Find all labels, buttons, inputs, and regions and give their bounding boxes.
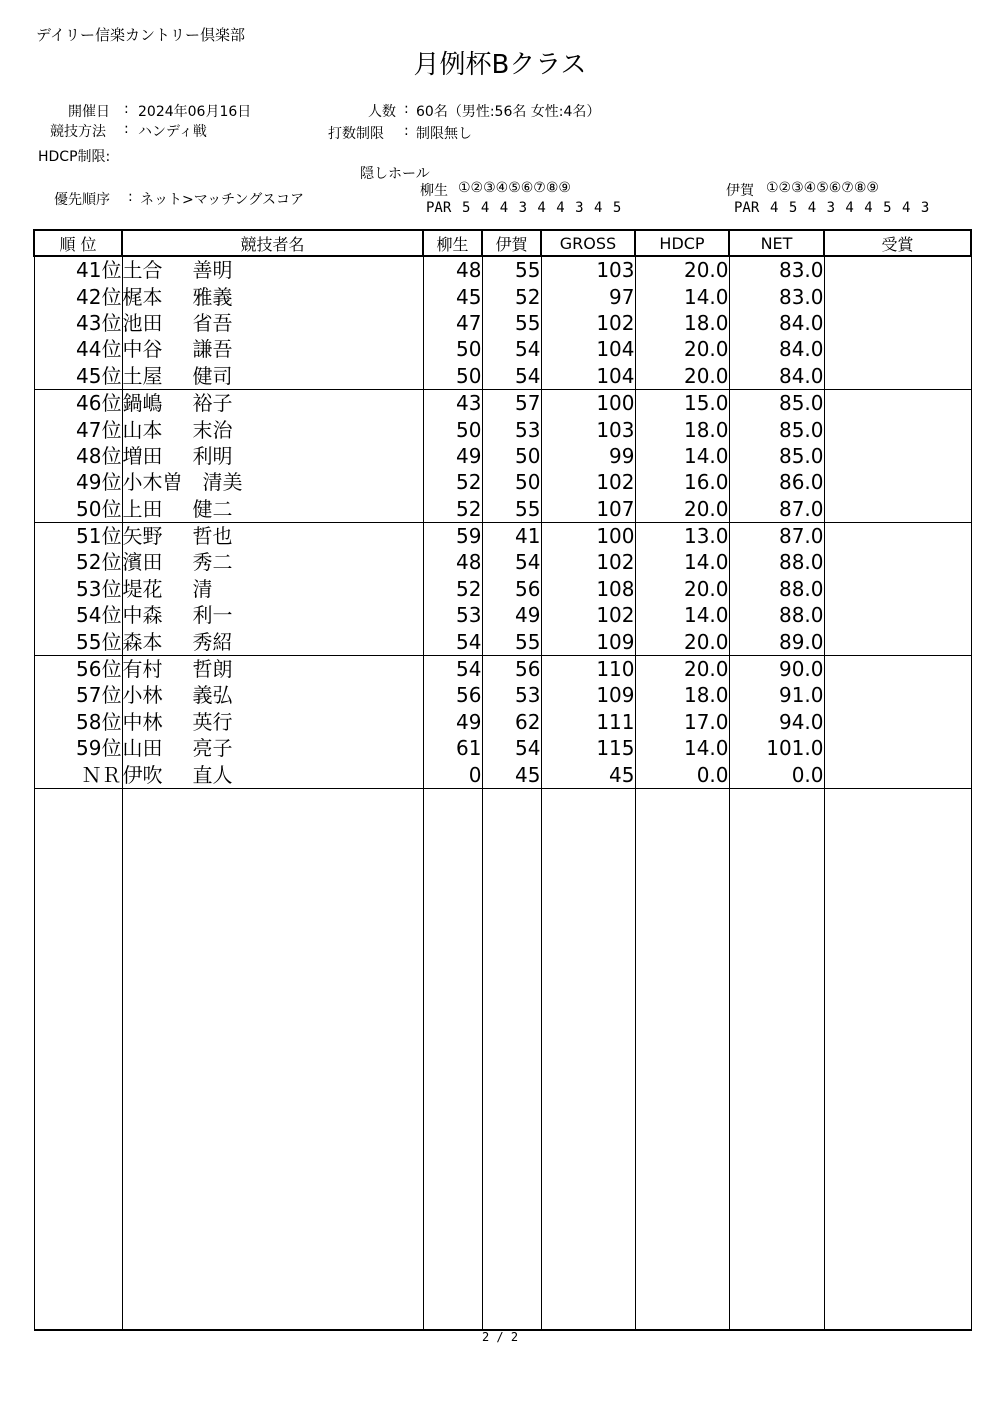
empty-cell bbox=[824, 788, 971, 1330]
priority-label: 優先順序 bbox=[54, 192, 110, 208]
rank-cell: 51位 bbox=[34, 522, 122, 549]
net-cell: 86.0 bbox=[729, 469, 824, 495]
net-cell: 85.0 bbox=[729, 443, 824, 469]
award-cell bbox=[824, 522, 971, 549]
player-first-name: 利一 bbox=[192, 603, 233, 628]
player-first-name: 直人 bbox=[192, 762, 233, 787]
player-last-name: 森本 bbox=[122, 629, 163, 654]
player-name-cell bbox=[122, 283, 423, 309]
hdcp-cell: 17.0 bbox=[635, 709, 729, 735]
table-row bbox=[34, 443, 971, 469]
table-row bbox=[34, 256, 971, 283]
net-cell: 89.0 bbox=[729, 628, 824, 655]
empty-cell bbox=[423, 788, 482, 1330]
hdcp-cell: 20.0 bbox=[635, 576, 729, 602]
table-row bbox=[34, 363, 971, 390]
player-last-name: 土合 bbox=[122, 258, 163, 283]
iga-score-cell: 62 bbox=[482, 709, 541, 735]
empty-rows-area bbox=[34, 788, 971, 1330]
header-net: NET bbox=[729, 230, 824, 256]
yagyu-score-cell: 54 bbox=[423, 628, 482, 655]
page-title: 月例杯Bクラス bbox=[413, 50, 587, 80]
net-cell: 87.0 bbox=[729, 496, 824, 523]
hdcp-cell: 18.0 bbox=[635, 310, 729, 336]
hdcp-cell: 20.0 bbox=[635, 496, 729, 523]
player-last-name: 山本 bbox=[122, 417, 163, 442]
table-row bbox=[34, 655, 971, 682]
hdcp-cell: 14.0 bbox=[635, 283, 729, 309]
player-first-name: 哲朗 bbox=[192, 657, 233, 682]
date-label: 開催日 bbox=[68, 104, 110, 120]
header-iga: 伊賀 bbox=[482, 230, 541, 256]
player-last-name: 小林 bbox=[122, 683, 163, 708]
award-cell bbox=[824, 549, 971, 575]
net-cell: 84.0 bbox=[729, 336, 824, 362]
gross-cell: 100 bbox=[541, 389, 635, 416]
player-name-cell bbox=[122, 682, 423, 708]
player-last-name: 堤花 bbox=[122, 576, 163, 601]
player-last-name: 土屋 bbox=[122, 363, 163, 388]
course-iga-par-label: PAR bbox=[734, 200, 760, 216]
award-cell bbox=[824, 709, 971, 735]
iga-score-cell: 41 bbox=[482, 522, 541, 549]
net-cell: 84.0 bbox=[729, 363, 824, 390]
net-cell: 101.0 bbox=[729, 735, 824, 761]
player-last-name: 池田 bbox=[122, 310, 163, 335]
player-name-cell bbox=[122, 628, 423, 655]
rank-cell: 45位 bbox=[34, 363, 122, 390]
award-cell bbox=[824, 655, 971, 682]
rank-cell: 55位 bbox=[34, 628, 122, 655]
table-row bbox=[34, 602, 971, 628]
rank-cell: 41位 bbox=[34, 256, 122, 283]
yagyu-score-cell: 50 bbox=[423, 363, 482, 390]
yagyu-score-cell: 53 bbox=[423, 602, 482, 628]
iga-score-cell: 54 bbox=[482, 336, 541, 362]
player-first-name: 英行 bbox=[192, 709, 233, 734]
course-yagyu-par-label: PAR bbox=[426, 200, 452, 216]
priority-value: ネット>マッチングスコア bbox=[140, 192, 305, 208]
net-cell: 83.0 bbox=[729, 283, 824, 309]
iga-score-cell: 54 bbox=[482, 735, 541, 761]
player-first-name: 哲也 bbox=[192, 524, 233, 549]
gross-cell: 109 bbox=[541, 628, 635, 655]
player-last-name: 小木曽 bbox=[122, 470, 183, 495]
net-cell: 88.0 bbox=[729, 602, 824, 628]
yagyu-score-cell: 48 bbox=[423, 256, 482, 283]
course-yagyu-holes: ①②③④⑤⑥⑦⑧⑨ bbox=[458, 180, 571, 196]
course-iga-pars: 4 5 4 3 4 4 5 4 3 bbox=[770, 200, 930, 216]
players-label: 人数 bbox=[368, 104, 396, 120]
net-cell: 87.0 bbox=[729, 522, 824, 549]
yagyu-score-cell: 0 bbox=[423, 761, 482, 788]
player-first-name: 利明 bbox=[192, 443, 233, 468]
yagyu-score-cell: 52 bbox=[423, 576, 482, 602]
gross-cell: 108 bbox=[541, 576, 635, 602]
colon: : bbox=[404, 101, 409, 117]
empty-cell bbox=[482, 788, 541, 1330]
gross-cell: 107 bbox=[541, 496, 635, 523]
yagyu-score-cell: 49 bbox=[423, 443, 482, 469]
award-cell bbox=[824, 496, 971, 523]
player-last-name: 中林 bbox=[122, 709, 163, 734]
iga-score-cell: 45 bbox=[482, 761, 541, 788]
table-row bbox=[34, 336, 971, 362]
player-name-cell bbox=[122, 522, 423, 549]
gross-cell: 103 bbox=[541, 256, 635, 283]
player-first-name: 亮子 bbox=[192, 736, 233, 761]
yagyu-score-cell: 52 bbox=[423, 496, 482, 523]
gross-cell: 110 bbox=[541, 655, 635, 682]
award-cell bbox=[824, 389, 971, 416]
net-cell: 85.0 bbox=[729, 416, 824, 442]
iga-score-cell: 53 bbox=[482, 682, 541, 708]
net-cell: 94.0 bbox=[729, 709, 824, 735]
award-cell bbox=[824, 443, 971, 469]
yagyu-score-cell: 50 bbox=[423, 416, 482, 442]
gross-cell: 99 bbox=[541, 443, 635, 469]
table-row bbox=[34, 522, 971, 549]
rank-cell: 44位 bbox=[34, 336, 122, 362]
player-name-cell bbox=[122, 469, 423, 495]
yagyu-score-cell: 52 bbox=[423, 469, 482, 495]
course-iga-holes: ①②③④⑤⑥⑦⑧⑨ bbox=[766, 180, 879, 196]
award-cell bbox=[824, 310, 971, 336]
player-name-cell bbox=[122, 735, 423, 761]
net-cell: 90.0 bbox=[729, 655, 824, 682]
player-first-name: 義弘 bbox=[192, 683, 233, 708]
net-cell: 0.0 bbox=[729, 761, 824, 788]
player-name-cell bbox=[122, 576, 423, 602]
award-cell bbox=[824, 576, 971, 602]
header-hdcp: HDCP bbox=[635, 230, 729, 256]
header-name: 競技者名 bbox=[122, 230, 423, 256]
header-rank: 順 位 bbox=[34, 230, 122, 256]
hdcp-cell: 16.0 bbox=[635, 469, 729, 495]
yagyu-score-cell: 43 bbox=[423, 389, 482, 416]
hdcp-cell: 13.0 bbox=[635, 522, 729, 549]
page-number: 2 / 2 bbox=[481, 1330, 519, 1344]
iga-score-cell: 55 bbox=[482, 256, 541, 283]
award-cell bbox=[824, 628, 971, 655]
table-header-row bbox=[34, 230, 971, 256]
course-iga-name: 伊賀 bbox=[726, 183, 754, 199]
colon: : bbox=[128, 189, 133, 205]
table-row bbox=[34, 709, 971, 735]
player-name-cell bbox=[122, 256, 423, 283]
gross-cell: 104 bbox=[541, 363, 635, 390]
hidden-holes-label: 隠しホール bbox=[360, 166, 430, 182]
gross-cell: 100 bbox=[541, 522, 635, 549]
award-cell bbox=[824, 256, 971, 283]
hdcp-cell: 15.0 bbox=[635, 389, 729, 416]
player-first-name: 裕子 bbox=[192, 391, 233, 416]
iga-score-cell: 54 bbox=[482, 549, 541, 575]
net-cell: 91.0 bbox=[729, 682, 824, 708]
yagyu-score-cell: 61 bbox=[423, 735, 482, 761]
table-row bbox=[34, 310, 971, 336]
net-cell: 83.0 bbox=[729, 256, 824, 283]
hdcp-cell: 20.0 bbox=[635, 363, 729, 390]
table-row bbox=[34, 283, 971, 309]
table-row bbox=[34, 682, 971, 708]
header-award: 受賞 bbox=[824, 230, 971, 256]
rank-cell: 49位 bbox=[34, 469, 122, 495]
player-last-name: 濱田 bbox=[122, 550, 163, 575]
course-yagyu-pars: 5 4 4 3 4 4 3 4 5 bbox=[462, 200, 622, 216]
yagyu-score-cell: 45 bbox=[423, 283, 482, 309]
colon: : bbox=[124, 101, 129, 117]
yagyu-score-cell: 54 bbox=[423, 655, 482, 682]
yagyu-score-cell: 48 bbox=[423, 549, 482, 575]
gross-cell: 109 bbox=[541, 682, 635, 708]
award-cell bbox=[824, 761, 971, 788]
table-row bbox=[34, 735, 971, 761]
empty-cell bbox=[34, 788, 122, 1330]
rank-cell: 48位 bbox=[34, 443, 122, 469]
player-name-cell bbox=[122, 496, 423, 523]
yagyu-score-cell: 49 bbox=[423, 709, 482, 735]
player-last-name: 中谷 bbox=[122, 337, 163, 362]
gross-cell: 102 bbox=[541, 469, 635, 495]
rank-cell: 57位 bbox=[34, 682, 122, 708]
hdcp-cell: 20.0 bbox=[635, 655, 729, 682]
gross-cell: 111 bbox=[541, 709, 635, 735]
rank-cell: 47位 bbox=[34, 416, 122, 442]
rank-cell: ＮＲ bbox=[34, 761, 122, 788]
award-cell bbox=[824, 363, 971, 390]
player-first-name: 末治 bbox=[192, 417, 233, 442]
player-first-name: 健二 bbox=[192, 496, 233, 521]
player-last-name: 上田 bbox=[122, 496, 163, 521]
player-name-cell bbox=[122, 363, 423, 390]
hdcp-cell: 20.0 bbox=[635, 336, 729, 362]
player-name-cell bbox=[122, 389, 423, 416]
rank-cell: 54位 bbox=[34, 602, 122, 628]
player-first-name: 清美 bbox=[202, 470, 243, 495]
hdcp-cell: 20.0 bbox=[635, 628, 729, 655]
player-name-cell bbox=[122, 602, 423, 628]
header-yagyu: 柳生 bbox=[423, 230, 482, 256]
net-cell: 85.0 bbox=[729, 389, 824, 416]
player-last-name: 梶本 bbox=[122, 284, 163, 309]
net-cell: 84.0 bbox=[729, 310, 824, 336]
award-cell bbox=[824, 336, 971, 362]
iga-score-cell: 56 bbox=[482, 576, 541, 602]
rank-cell: 50位 bbox=[34, 496, 122, 523]
player-first-name: 謙吾 bbox=[192, 337, 233, 362]
table-row bbox=[34, 389, 971, 416]
hdcp-limit-label: HDCP制限: bbox=[38, 149, 111, 165]
table-row bbox=[34, 496, 971, 523]
colon: : bbox=[124, 121, 129, 137]
player-last-name: 有村 bbox=[122, 657, 163, 682]
rank-cell: 43位 bbox=[34, 310, 122, 336]
table-row bbox=[34, 416, 971, 442]
net-cell: 88.0 bbox=[729, 549, 824, 575]
player-last-name: 矢野 bbox=[122, 524, 163, 549]
empty-cell bbox=[635, 788, 729, 1330]
table-row bbox=[34, 469, 971, 495]
stroke-limit-label: 打数制限 bbox=[328, 126, 384, 142]
award-cell bbox=[824, 682, 971, 708]
player-first-name: 清 bbox=[192, 576, 213, 601]
hdcp-cell: 14.0 bbox=[635, 735, 729, 761]
iga-score-cell: 50 bbox=[482, 443, 541, 469]
player-first-name: 善明 bbox=[192, 258, 233, 283]
iga-score-cell: 55 bbox=[482, 496, 541, 523]
hdcp-cell: 18.0 bbox=[635, 416, 729, 442]
club-name: デイリー信楽カントリー倶楽部 bbox=[36, 26, 245, 44]
player-last-name: 増田 bbox=[122, 443, 163, 468]
table-row bbox=[34, 628, 971, 655]
yagyu-score-cell: 56 bbox=[423, 682, 482, 708]
player-name-cell bbox=[122, 416, 423, 442]
player-last-name: 伊吹 bbox=[122, 762, 163, 787]
player-first-name: 雅義 bbox=[192, 284, 233, 309]
table-row bbox=[34, 549, 971, 575]
net-cell: 88.0 bbox=[729, 576, 824, 602]
gross-cell: 103 bbox=[541, 416, 635, 442]
rank-cell: 56位 bbox=[34, 655, 122, 682]
rank-cell: 52位 bbox=[34, 549, 122, 575]
player-last-name: 鍋嶋 bbox=[122, 391, 163, 416]
player-last-name: 山田 bbox=[122, 736, 163, 761]
rank-cell: 46位 bbox=[34, 389, 122, 416]
player-last-name: 中森 bbox=[122, 603, 163, 628]
award-cell bbox=[824, 416, 971, 442]
iga-score-cell: 49 bbox=[482, 602, 541, 628]
hdcp-cell: 18.0 bbox=[635, 682, 729, 708]
iga-score-cell: 55 bbox=[482, 628, 541, 655]
iga-score-cell: 52 bbox=[482, 283, 541, 309]
rank-cell: 53位 bbox=[34, 576, 122, 602]
gross-cell: 115 bbox=[541, 735, 635, 761]
method-value: ハンディ戦 bbox=[138, 124, 207, 140]
colon: : bbox=[404, 123, 409, 139]
player-name-cell bbox=[122, 761, 423, 788]
rank-cell: 59位 bbox=[34, 735, 122, 761]
yagyu-score-cell: 47 bbox=[423, 310, 482, 336]
yagyu-score-cell: 50 bbox=[423, 336, 482, 362]
player-name-cell bbox=[122, 310, 423, 336]
hdcp-cell: 14.0 bbox=[635, 549, 729, 575]
gross-cell: 102 bbox=[541, 549, 635, 575]
player-name-cell bbox=[122, 336, 423, 362]
player-name-cell bbox=[122, 443, 423, 469]
award-cell bbox=[824, 469, 971, 495]
stroke-limit-value: 制限無し bbox=[416, 126, 472, 142]
player-first-name: 秀紹 bbox=[192, 629, 233, 654]
player-name-cell bbox=[122, 549, 423, 575]
iga-score-cell: 53 bbox=[482, 416, 541, 442]
iga-score-cell: 57 bbox=[482, 389, 541, 416]
header-gross: GROSS bbox=[541, 230, 635, 256]
results-table bbox=[33, 229, 972, 1331]
iga-score-cell: 55 bbox=[482, 310, 541, 336]
hdcp-cell: 14.0 bbox=[635, 443, 729, 469]
method-label: 競技方法 bbox=[50, 124, 106, 140]
player-name-cell bbox=[122, 709, 423, 735]
yagyu-score-cell: 59 bbox=[423, 522, 482, 549]
date-value: 2024年06月16日 bbox=[138, 104, 252, 120]
empty-cell bbox=[541, 788, 635, 1330]
gross-cell: 102 bbox=[541, 602, 635, 628]
hdcp-cell: 0.0 bbox=[635, 761, 729, 788]
empty-cell bbox=[122, 788, 423, 1330]
player-first-name: 省吾 bbox=[192, 310, 233, 335]
iga-score-cell: 50 bbox=[482, 469, 541, 495]
hdcp-cell: 14.0 bbox=[635, 602, 729, 628]
gross-cell: 97 bbox=[541, 283, 635, 309]
player-first-name: 秀二 bbox=[192, 550, 233, 575]
player-first-name: 健司 bbox=[192, 363, 233, 388]
iga-score-cell: 54 bbox=[482, 363, 541, 390]
award-cell bbox=[824, 602, 971, 628]
iga-score-cell: 56 bbox=[482, 655, 541, 682]
empty-cell bbox=[729, 788, 824, 1330]
players-value: 60名（男性:56名 女性:4名） bbox=[416, 104, 601, 120]
table-row bbox=[34, 576, 971, 602]
table-row bbox=[34, 761, 971, 788]
award-cell bbox=[824, 283, 971, 309]
rank-cell: 58位 bbox=[34, 709, 122, 735]
rank-cell: 42位 bbox=[34, 283, 122, 309]
player-name-cell bbox=[122, 655, 423, 682]
award-cell bbox=[824, 735, 971, 761]
gross-cell: 104 bbox=[541, 336, 635, 362]
gross-cell: 45 bbox=[541, 761, 635, 788]
course-yagyu-name: 柳生 bbox=[420, 183, 448, 199]
hdcp-cell: 20.0 bbox=[635, 256, 729, 283]
gross-cell: 102 bbox=[541, 310, 635, 336]
